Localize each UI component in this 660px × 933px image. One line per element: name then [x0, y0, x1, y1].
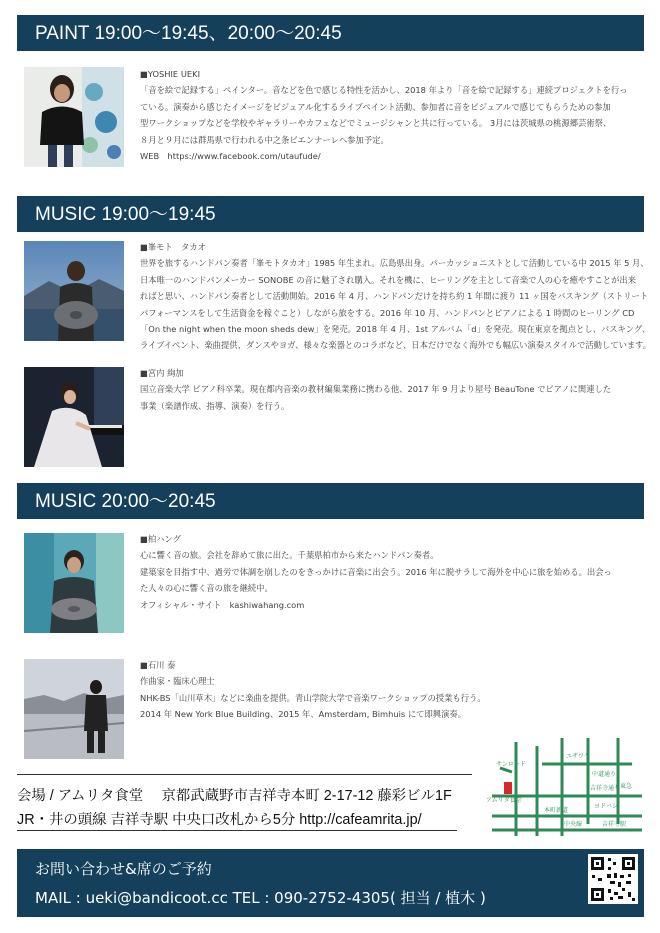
bio-line: 国立音楽大学 ピアノ科卒業。現在都内音楽の教材編集業務に携わる他、2017 年 9 月より屋号 BeauTone でピアノに関連した: [140, 384, 612, 395]
artist-bio-ishikawa: [140, 657, 652, 723]
section-title: MUSIC 20:00〜20:45: [35, 490, 216, 512]
section-title: MUSIC 19:00〜19:45: [35, 203, 216, 225]
bio-line: 型ワークショップなどを学校やギャラリーやカフェなどでミュージシャンと共に行っている。 3月には茨城県の桃源郷芸術祭、: [140, 118, 612, 129]
artist-bio-minemoto: [140, 239, 652, 354]
artist-name: ■石川 泰: [140, 660, 176, 670]
qr-code-icon[interactable]: [588, 854, 638, 904]
map-label: 中道通り: [592, 771, 617, 778]
map-label: ヨドバシ: [594, 803, 618, 810]
divider: [17, 830, 457, 831]
venue-access: JR・井の頭線 吉祥寺駅 中央口改札から5分 http://cafeamrita.jp/: [17, 812, 422, 828]
artist-bio-kashiwa-hang: [140, 531, 652, 613]
bio-line: た人々の心に響く音の旅を継続中。: [140, 583, 273, 594]
artist-name: ■柏ハング: [140, 534, 181, 544]
artist-photo-minemoto: [24, 241, 124, 341]
venue-address: 会場 / アムリタ食堂 京都武蔵野市吉祥寺本町 2-17-12 藤彩ビル1F: [17, 788, 452, 804]
map-label: 吉祥寺通り: [590, 785, 621, 792]
bio-line: ８月と９月には群馬県で行われる中之条ビエンナーレへ参加予定。: [140, 134, 389, 145]
bio-line: 「On the night when the moon sheds dew」を発売。2018 年 4 月、1st アルバム「d」を発売。現在東京を拠点とし、バスキング、: [140, 324, 651, 335]
map-label: サンロード: [496, 761, 526, 768]
section-header-paint: [17, 15, 644, 51]
bio-line: 事業（楽譜作成、指導、演奏）を行う。: [140, 400, 290, 411]
section-header-music-2: [17, 483, 644, 519]
bio-line: 「音を絵で記録する」ペインター。音などを色で感じる特性を活かし、2018 年より「音を絵で記録する」連続プロジェクトを行っ: [140, 85, 628, 96]
map-label: ユザワヤ: [566, 753, 591, 760]
artist-bio-miyauchi: [140, 365, 652, 414]
artist-bio-yoshie-ueki: [140, 66, 652, 164]
bio-line: 2014 年 New York Blue Building、2015 年、Amsterdam, Bimhuis にて即興演奏。: [140, 709, 466, 720]
bio-line: ればと思い、ハンドパン奏者として活動開始。2016 年 4 月、ハンドパンだけを持ち約 1 年間に渡り 11 ヶ国をバスキング（ストリート: [140, 291, 649, 302]
artist-name: ■YOSHIE UEKI: [140, 69, 201, 79]
bio-line: 日本唯一のハンドパンメーカー SONOBE の音に魅了され購入。それを機に、ヒーリングを主として音楽で人の心を癒やすことが出来: [140, 274, 636, 285]
section-header-music-1: [17, 196, 644, 232]
bio-line: ライブイベント、楽曲提供、ダンスやヨガ、様々な楽器とのコラボなど、日本だけでなく海外でも幅広い演奏スタイルで活動しています。: [140, 340, 652, 351]
bio-line: ている。演奏から感じたイメージをビジュアル化するライブペイント活動、参加者に音をビジュアルで感じてもらうための参加: [140, 101, 611, 112]
map-label: アムリタ食堂: [486, 797, 522, 804]
website-link[interactable]: WEB https://www.facebook.com/utaufude/: [140, 151, 321, 162]
artist-photo-ishikawa: [24, 659, 124, 759]
contact-heading: お問い合わせ&席のご予約: [35, 860, 212, 878]
artist-photo-miyauchi: [24, 367, 124, 467]
bio-line: 心に響く音の旅。会社を辞めて旅に出た。千葉県柏市から来たハンドパン奏者。: [140, 550, 439, 561]
website-link[interactable]: オフィシャル・サイト kashiwahang.com: [140, 599, 305, 610]
map-label: 本町新道: [544, 807, 569, 814]
artist-photo-kashiwa-hang: [24, 533, 124, 633]
bio-line: 作曲家・臨床心理士: [140, 676, 215, 687]
artist-name: ■峯モト タカオ: [140, 242, 206, 252]
venue-map: [482, 736, 646, 841]
contact-details[interactable]: MAIL : ueki@bandicoot.cc TEL : 090-2752-4305( 担当 / 植木 ): [35, 889, 486, 907]
section-title: PAINT 19:00〜19:45、20:00〜20:45: [35, 22, 342, 44]
artist-photo-yoshie-ueki: [24, 67, 124, 167]
bio-line: 建築家を目指す中、過労で体調を崩したのをきっかけに音楽に出会う。2016 年に脱サラして海外を中心に旅を始める。出会っ: [140, 566, 612, 577]
contact-footer: [17, 849, 644, 917]
map-label: 中央線: [564, 821, 583, 828]
divider: [17, 774, 472, 775]
artist-name: ■宮内 絢加: [140, 368, 184, 378]
map-label: 東急: [620, 783, 633, 790]
bio-line: パフォーマンスをして生活資金を稼ぐこと）しながら旅をする。2016 年 10 月、ハンドパンとピアノによる 1 時間のヒーリング CD: [140, 307, 635, 318]
map-label: 吉祥寺駅: [602, 821, 627, 828]
bio-line: NHK-BS「山川草木」などに楽曲を提供。青山学院大学で音楽ワークショップの授業も行う。: [140, 692, 486, 703]
bio-line: 世界を旅するハンドパン奏者「峯モトタカオ」1985 年生まれ。広島県出身。パーカッショニストとして活動している中 2015 年 5 月、: [140, 258, 649, 269]
